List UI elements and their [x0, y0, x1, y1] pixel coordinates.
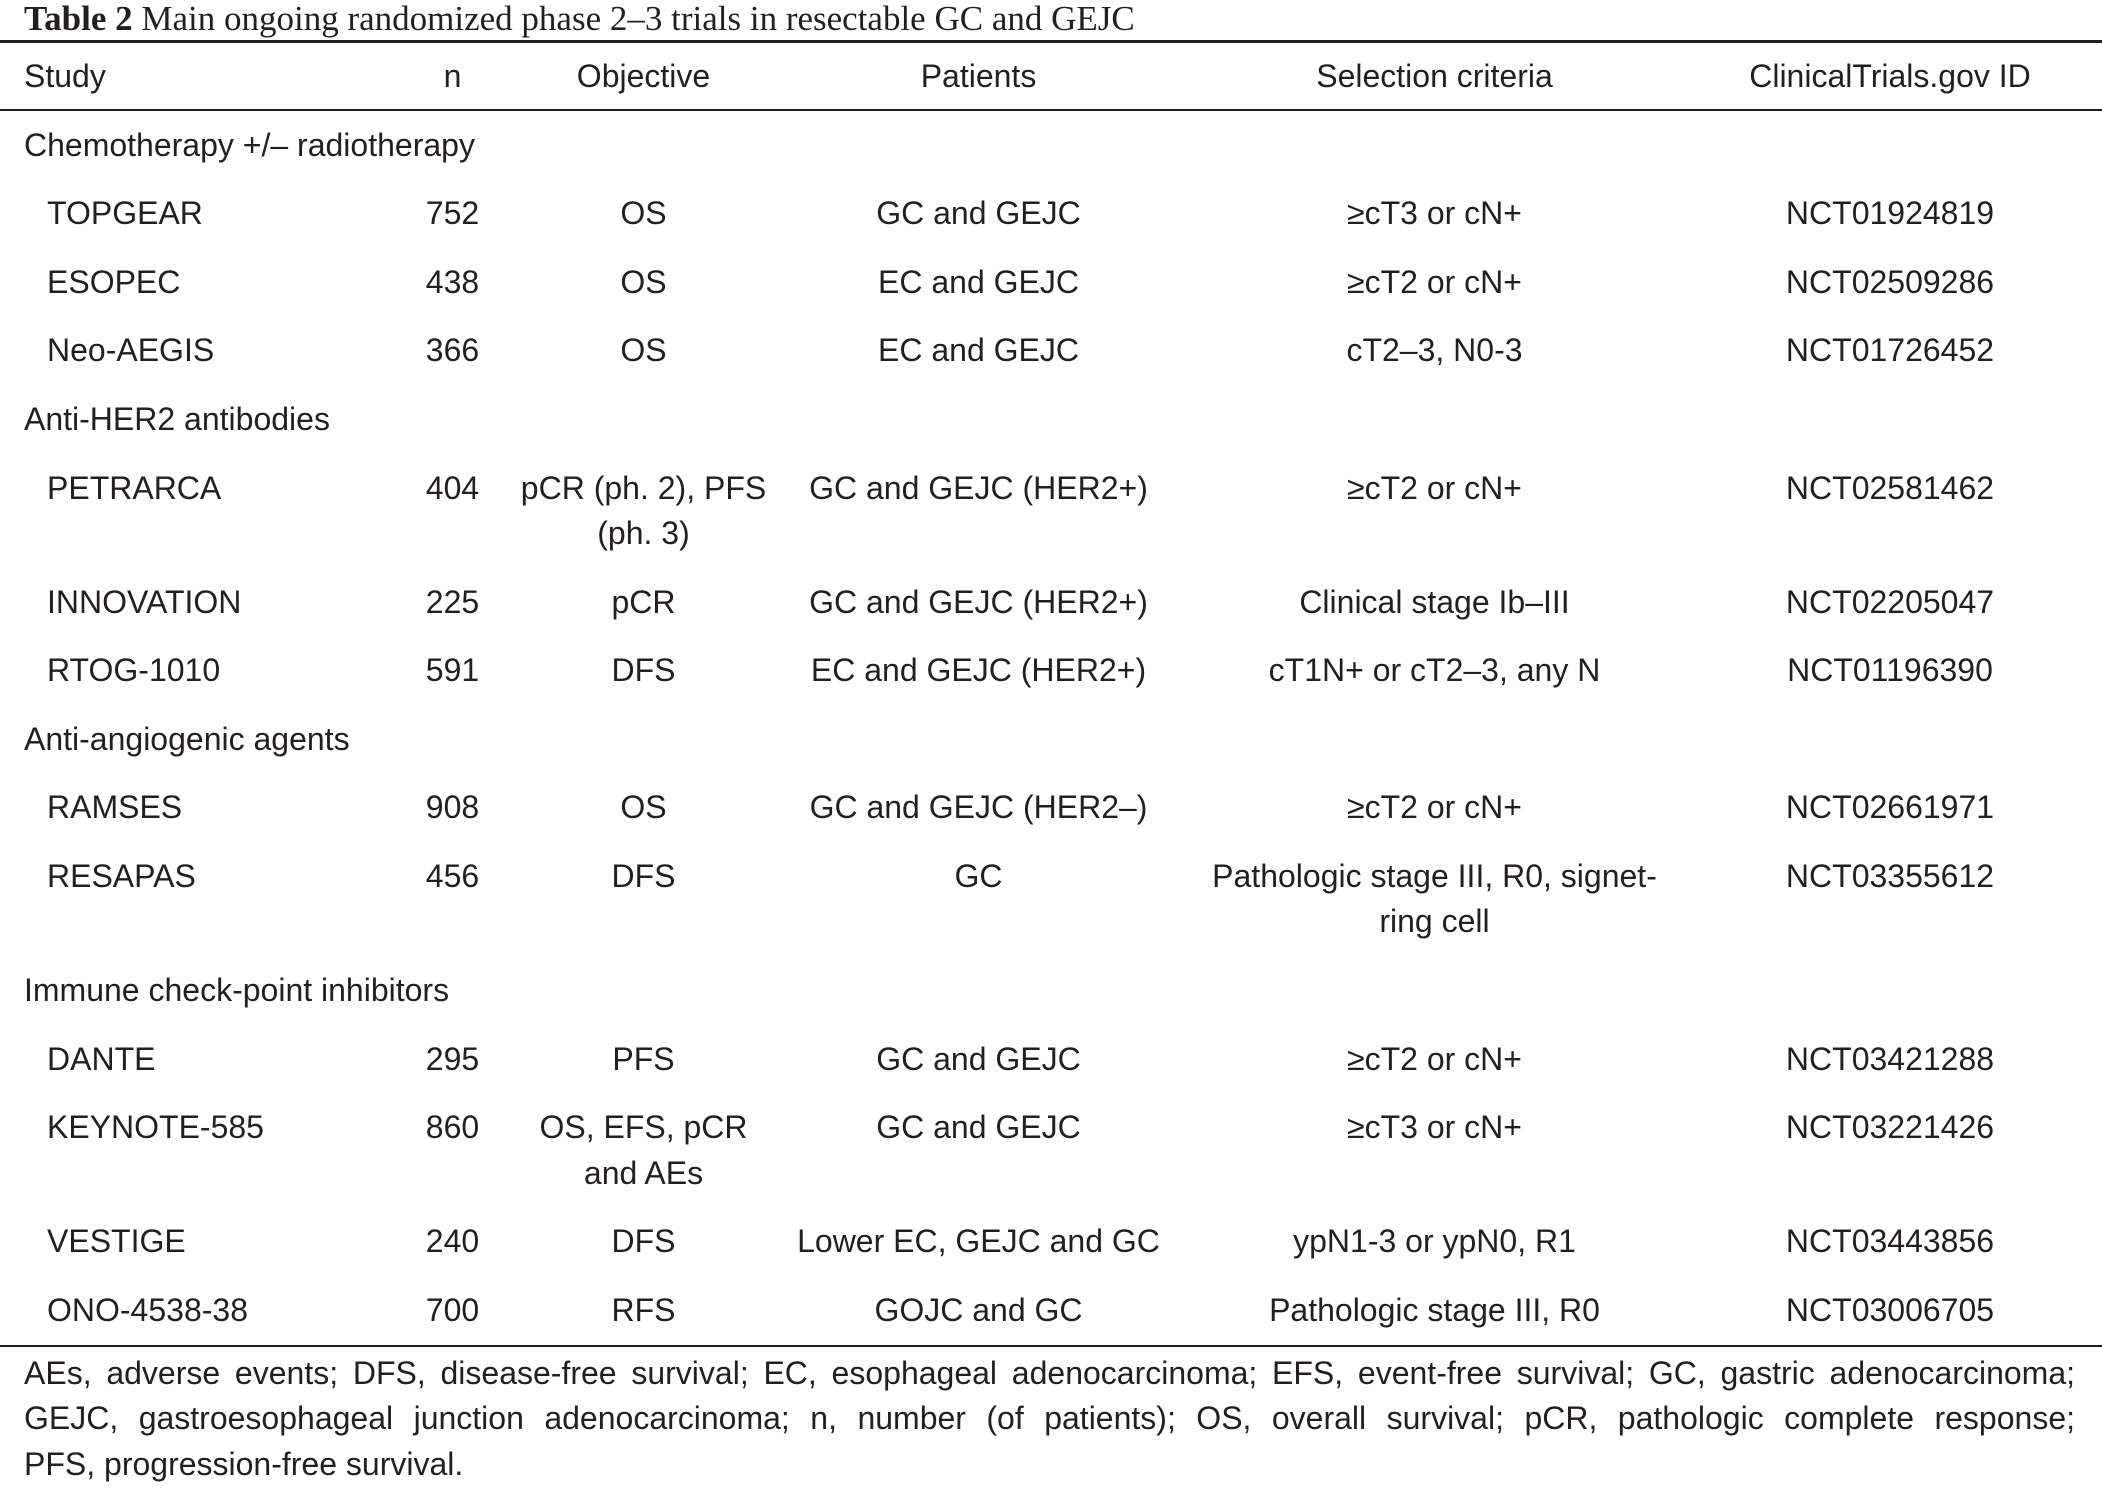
group-name: Anti-HER2 antibodies: [24, 400, 330, 437]
objective-cell: OS: [620, 263, 667, 300]
patients-cell: GC and GEJC (HER2+): [809, 583, 1148, 620]
table-row: [0, 568, 2102, 637]
patients-cell: GC and GEJC: [876, 1040, 1081, 1077]
patients-cell: EC and GEJC (HER2+): [810, 652, 1147, 689]
column-header-patients: Patients: [920, 57, 1037, 94]
trial-id-cell: NCT02581462: [1785, 469, 1995, 506]
group-row: [0, 385, 2102, 454]
n-cell: 591: [425, 652, 480, 689]
column-header-trial-id: ClinicalTrials.gov ID: [1749, 57, 2031, 94]
study-cell: Neo-AEGIS: [47, 332, 215, 369]
study-cell: RAMSES: [47, 789, 183, 826]
column-header-objective: Objective: [576, 57, 711, 94]
patients-cell: GC and GEJC: [876, 195, 1081, 232]
selection-criteria-cell: ≥cT2 or cN+: [1347, 1040, 1522, 1077]
footnote-line: GEJC, gastroesophageal junction adenocarcinoma; n, number (of patients); OS, overall survival; pCR, pathologic complete response;: [24, 1400, 2075, 1437]
n-cell: 456: [425, 857, 480, 894]
study-cell: RTOG-1010: [47, 652, 221, 689]
objective-cell: OS, EFS, pCR and AEs: [539, 1109, 748, 1191]
selection-criteria-cell: ≥cT2 or cN+: [1347, 263, 1522, 300]
group-row: [0, 705, 2102, 774]
study-cell: PETRARCA: [47, 469, 222, 506]
n-cell: 752: [425, 195, 480, 232]
study-cell: KEYNOTE-585: [47, 1109, 264, 1146]
objective-cell: OS: [620, 332, 667, 369]
n-cell: 366: [425, 332, 480, 369]
table-caption: [24, 0, 1135, 38]
bottom-rule: [0, 1345, 2102, 1347]
study-cell: TOPGEAR: [47, 195, 203, 232]
selection-criteria-cell: Pathologic stage III, R0: [1269, 1291, 1600, 1328]
selection-criteria-cell: ≥cT3 or cN+: [1347, 1109, 1522, 1146]
selection-criteria-cell: cT1N+ or cT2–3, any N: [1268, 652, 1601, 689]
n-cell: 295: [425, 1040, 480, 1077]
n-cell: 240: [425, 1223, 480, 1260]
table-header: [0, 43, 2102, 109]
patients-cell: GC: [954, 857, 1003, 894]
trial-id-cell: NCT01196390: [1787, 652, 1993, 689]
n-cell: 404: [425, 469, 480, 506]
trial-id-cell: NCT03006705: [1785, 1291, 1995, 1328]
table-row: [0, 454, 2102, 568]
selection-criteria-cell: cT2–3, N0-3: [1346, 332, 1523, 369]
group-row: [0, 111, 2102, 180]
table-number: Table 2: [24, 0, 133, 38]
group-name: Immune check-point inhibitors: [24, 971, 450, 1008]
table-body: [0, 111, 2102, 1345]
table-row: [0, 1025, 2102, 1094]
selection-criteria-cell: Clinical stage Ib–III: [1299, 583, 1570, 620]
column-header-selection-criteria: Selection criteria: [1316, 57, 1553, 94]
objective-cell: DFS: [611, 1223, 676, 1260]
selection-criteria-cell: ypN1-3 or ypN0, R1: [1293, 1223, 1576, 1260]
column-header-study: Study: [24, 57, 106, 94]
study-cell: ONO-4538-38: [47, 1291, 248, 1328]
selection-criteria-cell: ≥cT3 or cN+: [1347, 195, 1522, 232]
objective-cell: DFS: [611, 857, 676, 894]
study-cell: ESOPEC: [47, 263, 181, 300]
objective-cell: pCR (ph. 2), PFS (ph. 3): [520, 469, 767, 551]
trial-id-cell: NCT02509286: [1785, 263, 1995, 300]
objective-cell: RFS: [611, 1291, 676, 1328]
trial-id-cell: NCT01726452: [1785, 332, 1995, 369]
group-row: [0, 956, 2102, 1025]
n-cell: 438: [425, 263, 480, 300]
group-name: Chemotherapy +/– radiotherapy: [24, 126, 475, 163]
group-name: Anti-angiogenic agents: [24, 720, 350, 757]
table-row: [0, 1276, 2102, 1345]
patients-cell: GOJC and GC: [874, 1291, 1083, 1328]
objective-cell: DFS: [611, 652, 676, 689]
trial-id-cell: NCT03443856: [1785, 1223, 1995, 1260]
patients-cell: Lower EC, GEJC and GC: [797, 1223, 1160, 1260]
patients-cell: EC and GEJC: [878, 332, 1079, 369]
selection-criteria-cell: ≥cT2 or cN+: [1347, 789, 1522, 826]
table-row: [0, 774, 2102, 843]
column-header-n: n: [443, 57, 462, 94]
header-row: [0, 43, 2102, 99]
study-cell: DANTE: [47, 1040, 156, 1077]
table-row: [0, 180, 2102, 249]
objective-cell: PFS: [612, 1040, 675, 1077]
trial-id-cell: NCT03421288: [1785, 1040, 1995, 1077]
n-cell: 908: [425, 789, 480, 826]
objective-cell: OS: [620, 195, 667, 232]
footnote-line: AEs, adverse events; DFS, disease-free survival; EC, esophageal adenocarcinoma; EFS, event-free survival; GC, gastric adenocarcinoma;: [24, 1355, 2075, 1391]
table-row: [0, 248, 2102, 317]
footnote-line: PFS, progression-free survival.: [24, 1445, 464, 1482]
patients-cell: EC and GEJC: [878, 263, 1079, 300]
table-title: Main ongoing randomized phase 2–3 trials in resectable GC and GEJC: [141, 0, 1135, 38]
table-row: [0, 637, 2102, 706]
table-row: [0, 842, 2102, 956]
study-cell: INNOVATION: [47, 583, 242, 620]
objective-cell: OS: [620, 789, 667, 826]
table-row: [0, 317, 2102, 386]
n-cell: 860: [425, 1109, 480, 1146]
n-cell: 225: [425, 583, 480, 620]
patients-cell: GC and GEJC (HER2–): [809, 789, 1148, 826]
table-row: [0, 1094, 2102, 1208]
objective-cell: pCR: [611, 583, 676, 620]
trial-id-cell: NCT02661971: [1785, 789, 1995, 826]
patients-cell: GC and GEJC (HER2+): [809, 469, 1148, 506]
table-footnote: [24, 1351, 2075, 1487]
study-cell: RESAPAS: [47, 857, 196, 894]
table-row: [0, 1208, 2102, 1277]
selection-criteria-cell: ≥cT2 or cN+: [1347, 469, 1522, 506]
trial-id-cell: NCT02205047: [1785, 583, 1995, 620]
selection-criteria-cell: Pathologic stage III, R0, signet- ring cell: [1212, 857, 1657, 940]
trial-id-cell: NCT03221426: [1785, 1109, 1995, 1146]
trial-id-cell: NCT03355612: [1785, 857, 1995, 894]
n-cell: 700: [425, 1291, 480, 1328]
patients-cell: GC and GEJC: [876, 1109, 1081, 1146]
trial-id-cell: NCT01924819: [1785, 195, 1995, 232]
study-cell: VESTIGE: [47, 1223, 186, 1260]
